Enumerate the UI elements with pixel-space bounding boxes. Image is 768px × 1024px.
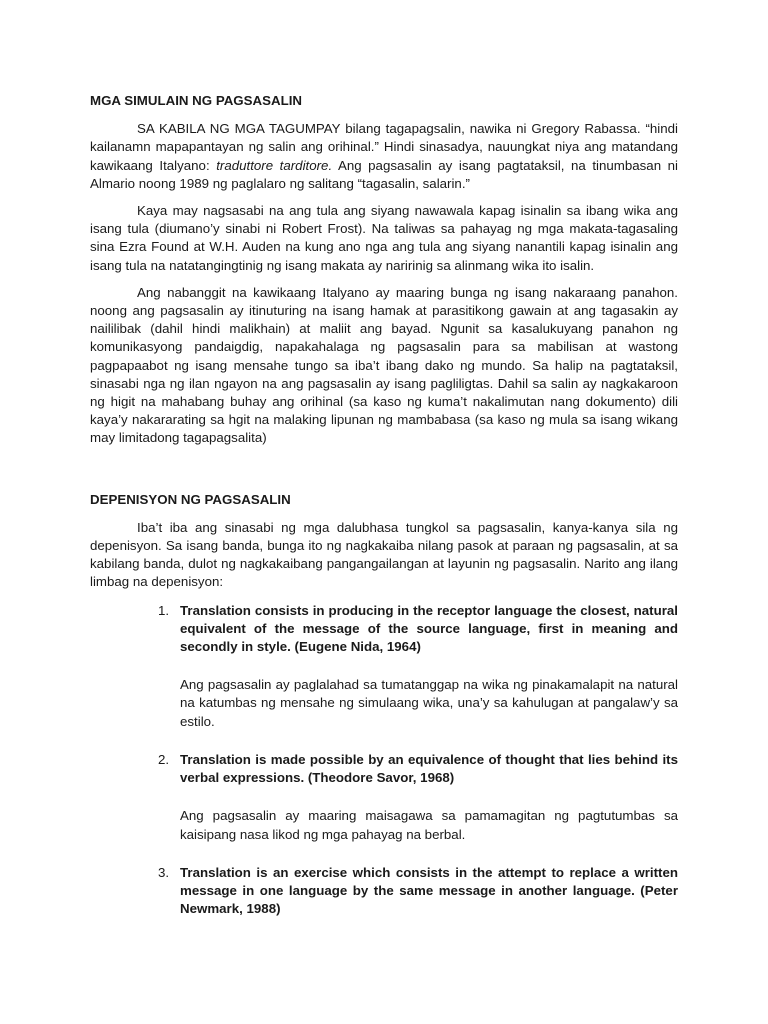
definition-number: 2. (158, 751, 170, 767)
paragraph-1 (90, 120, 678, 193)
definition-item (90, 864, 678, 919)
definition-english: Translation is made possible by an equivalence of thought that lies behind its verbal expressions. (Theodore Savor, 1968) (180, 751, 678, 786)
definition-item (90, 751, 678, 844)
paragraph-2: Kaya may nagsasabi na ang tula ang siyang nawawala kapag isinalin sa ibang wika ang isang tula (diumano’y sinabi ni Robert Frost). Na taliwas sa pahayag ng mga makata-tagasaling sina Ezra Found at W.H. Auden na kung ano nga ang tula ang siyang nanantili kapag isinalin ang isang tula na natatangingtinig ng isang makata ay naririnig sa alinmang wika ito isalin. (90, 203, 678, 273)
definition-number: 1. (158, 602, 170, 618)
paragraph-1-text-a: SA KABILA NG MGA TAGUMPAY bilang tagapagsalin, nawika ni Gregory Rabassa. “hindi kailanamn mapapantayan ng salin ang orihinal.” Hindi sinasadya, nauungkat niya ang matandang kawikaang Italyano: (90, 121, 678, 173)
definition-item (90, 602, 678, 731)
document-page (90, 92, 678, 938)
definition-list (90, 602, 678, 919)
definition-number: 3. (158, 864, 170, 880)
definition-english: Translation is an exercise which consists in the attempt to replace a written message in one language by the same message in another language. (Peter Newmark, 1988) (180, 864, 678, 917)
section-heading-depenisyon: DEPENISYON NG PAGSASALIN (90, 491, 291, 507)
definition-english: Translation consists in producing in the receptor language the closest, natural equivalent of the message of the source language, first in meaning and secondly in style. (Eugene Nida, 1964) (180, 602, 678, 655)
section-heading-simulain: MGA SIMULAIN NG PAGSASALIN (90, 93, 303, 108)
italian-proverb: traduttore tarditore. (216, 157, 333, 173)
paragraph-3: Ang nabanggit na kawikaang Italyano ay maaring bunga ng isang nakaraang panahon. noong ang pagsasalin ay itinuturing na isang hamak at parasitikong gawain at ang tagasakin ay naililibak (dahil hindi malikhain) at maliit ang bayad. Ngunit sa kasalukuyang panahon ng komunikasyong pandaigdig, napakahalaga ng pagsasalin para sa mabilisan at wastong pagpapaabot ng isang mensahe tungo sa iba’t ibang dako ng mundo. Sa halip na pagtataksil, sinasabi nga ng ilan ngayon na ang pagsasalin ay isang pagliligtas. Dahil sa salin ay nagkakaroon ng higit na mahabang buhay ang orihinal (sa kaso ng kuma’t nakalimutan nang dokumento) dili kaya’y nakararating sa hgit na malaking lipunan ng mambabasa (sa kaso ng mula sa isang wikang may limitadong tagapagsalita) (90, 284, 678, 446)
paragraph-intro: Iba’t iba ang sinasabi ng mga dalubhasa tungkol sa pagsasalin, kanya-kanya sila ng depenisyon. Sa isang banda, bunga ito ng nagkakaiba nilang pasok at paraan ng pagsasalin, at sa kabilang banda, dulot ng nagkakaibang pangangailangan at layunin ng pagsasalin. Narito ang ilang limbag na depenisyon: (90, 519, 678, 590)
definition-filipino: Ang pagsasalin ay paglalahad sa tumatanggap na wika ng pinakamalapit na natural na katumbas ng mensahe ng simulaang wika, una’y sa kahulugan at pangalaw’y sa estilo. (180, 677, 678, 729)
paragraph-1-text-b: Ang pagsasalin ay isang pagtataksil, na tinumbasan ni Almario noong 1989 ng paglalaro ng salitang “tagasalin, salarin.” (90, 157, 678, 191)
definition-filipino: Ang pagsasalin ay maaring maisagawa sa pamamagitan ng pagtutumbas sa kaisipang nasa likod ng mga pahayag na berbal. (180, 808, 678, 842)
